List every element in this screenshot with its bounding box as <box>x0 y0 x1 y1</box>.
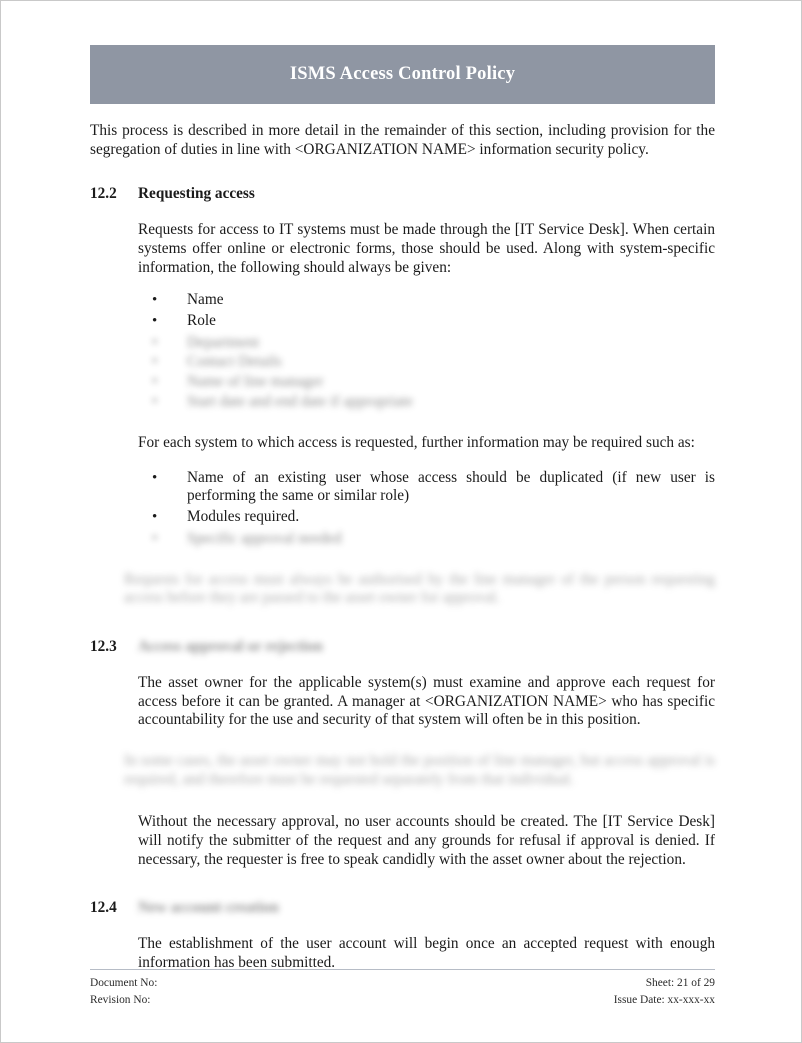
intro-paragraph: This process is described in more detail in the remainder of this section, including provision for the segregation of duties in line with <ORGANIZATION NAME> information security policy. <box>90 122 715 158</box>
list-item: • Name <box>187 291 715 310</box>
section-heading-12-4 <box>90 899 715 917</box>
further-info-bullets <box>90 469 715 527</box>
issue-date: Issue Date: xx-xxx-xx <box>613 993 715 1006</box>
redacted-bullet-12-2-b <box>90 529 715 549</box>
redacted-bullets-12-2 <box>90 333 715 413</box>
list-item: • Name of an existing user whose access should be duplicated (if new user is performing the same or similar role) <box>187 469 715 506</box>
footer-left <box>90 975 157 1008</box>
section-number: 12.3 <box>90 637 117 655</box>
page-footer <box>90 969 715 1008</box>
list-item-redacted: • Specific approval needed <box>187 529 707 549</box>
sheet-number: Sheet: 21 of 29 <box>645 977 715 989</box>
document-title-banner: ISMS Access Control Policy <box>90 45 715 104</box>
list-item: • Modules required. <box>187 508 715 527</box>
redacted-paragraph-12-2: Requests for access must always be authorised by the line manager of the person requesting access before they are passed to the asset owner for approval. <box>124 570 715 607</box>
section-title-redacted: Access approval or rejection <box>138 637 323 655</box>
section-heading-12-2 <box>90 185 715 203</box>
section-12-2-body2: For each system to which access is requested, further information may be required such as: <box>138 434 695 452</box>
section-12-3-body: The asset owner for the applicable system(s) must examine and approve each request for access before it can be granted. A manager at <ORGANIZATION NAME> who has specific accountability for the use and security of that system will often be in this position. <box>138 673 715 729</box>
list-item-redacted: • Start date and end date if appropriate <box>187 392 707 412</box>
section-heading-12-3 <box>90 638 715 656</box>
requesting-access-bullets <box>90 291 715 330</box>
section-number: 12.4 <box>90 899 117 917</box>
list-item-redacted: • Department <box>187 333 707 353</box>
list-item-redacted: • Name of line manager <box>187 372 707 392</box>
list-item: • Role <box>187 312 715 331</box>
section-12-2-body: Requests for access to IT systems must be made through the [IT Service Desk]. When certain systems offer online or electronic forms, those should be used. Along with system-specific information, the following should always be given: <box>138 221 715 276</box>
section-12-3-body2: Without the necessary approval, no user accounts should be created. The [IT Service Desk] will notify the submitter of the request and any grounds for refusal if approval is denied. If necessary, the requester is free to speak candidly with the asset owner about the rejection. <box>138 813 715 868</box>
section-12-4-body: The establishment of the user account will begin once an accepted request with enough information has been submitted. <box>138 935 715 971</box>
list-item-redacted: • Contact Details <box>187 352 707 372</box>
redacted-paragraph-12-3: In some cases, the asset owner may not hold the position of line manager, but access approval is required, and therefore must be requested separately from that individual. <box>124 751 715 788</box>
section-title: Requesting access <box>138 185 255 203</box>
section-number: 12.2 <box>90 185 117 203</box>
page-content <box>90 45 715 972</box>
section-title-redacted: New account creation <box>138 899 279 917</box>
revision-no-label: Revision No: <box>90 993 151 1006</box>
footer-right <box>614 975 715 1008</box>
document-no-label: Document No: <box>90 977 158 989</box>
